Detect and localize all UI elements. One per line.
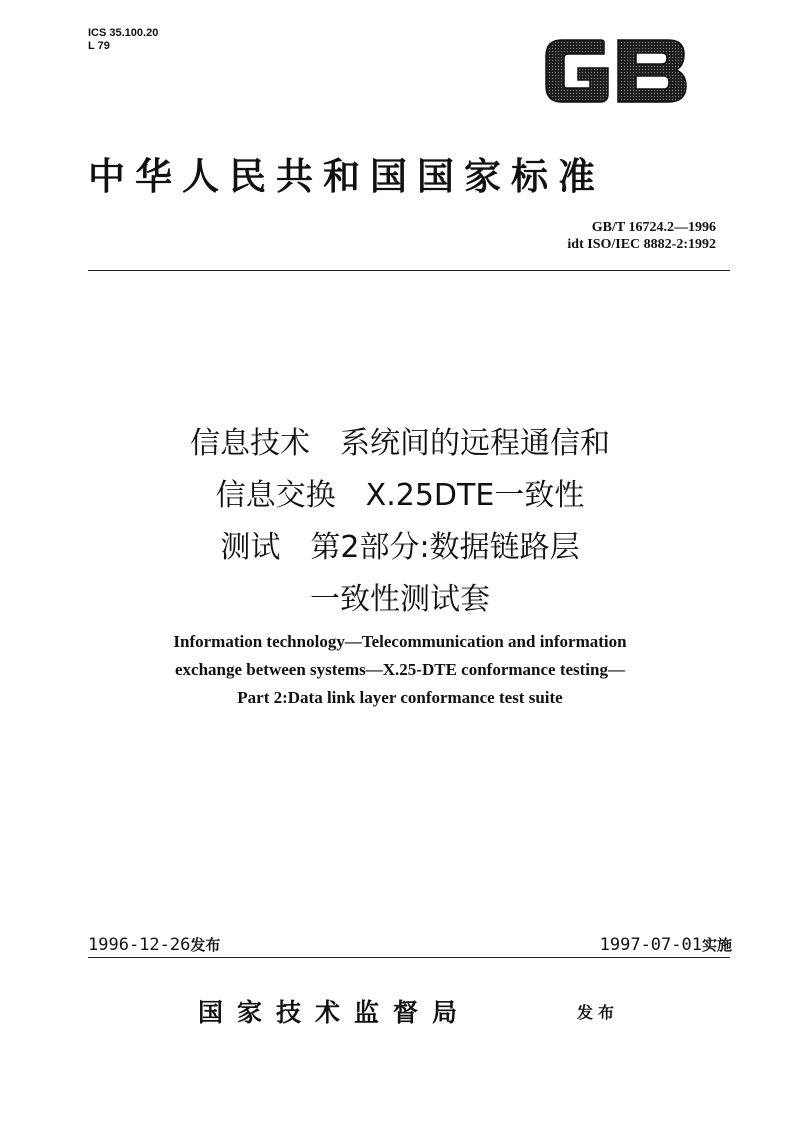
classification-codes (88, 27, 158, 53)
issuing-authority: 国家技术监督局 (198, 998, 472, 1027)
chinese-title-line: 信息交换 X.25DTE一致性 (215, 478, 585, 513)
english-title-line: Information technology—Telecommunication and information (173, 632, 627, 651)
standard-number-block (567, 219, 716, 253)
standard-number: GB/T 16724.2—1996 (591, 220, 716, 235)
ics-code: ICS 35.100.20 (88, 27, 159, 39)
idt-reference: idt ISO/IEC 8882-2:1992 (567, 237, 716, 252)
chinese-title (100, 418, 700, 626)
english-title-line: Part 2:Data link layer conformance test suite (237, 688, 563, 707)
chinese-title-line: 一致性测试套 (310, 582, 490, 617)
effective-date: 1997-07-01 (599, 935, 702, 955)
footer-divider (88, 957, 730, 958)
chinese-title-line: 信息技术 系统间的远程通信和 (190, 426, 610, 461)
chinese-title-line: 测试 第2部分:数据链路层 (220, 530, 580, 565)
effective-date-block (600, 934, 732, 955)
issue-date: 1996-12-26 (88, 935, 191, 955)
english-title (80, 628, 720, 712)
issue-label: 发布 (190, 936, 221, 954)
issuing-action: 发布 (577, 1003, 620, 1022)
effective-label: 实施 (701, 936, 732, 954)
standard-type-title: 中华人民共和国国家标准 (88, 154, 605, 198)
ccs-code: L 79 (88, 40, 110, 52)
header-divider (88, 270, 730, 271)
issue-date-block (88, 934, 220, 955)
gb-logo (542, 38, 688, 104)
english-title-line: exchange between systems—X.25-DTE conformance testing— (175, 660, 625, 679)
